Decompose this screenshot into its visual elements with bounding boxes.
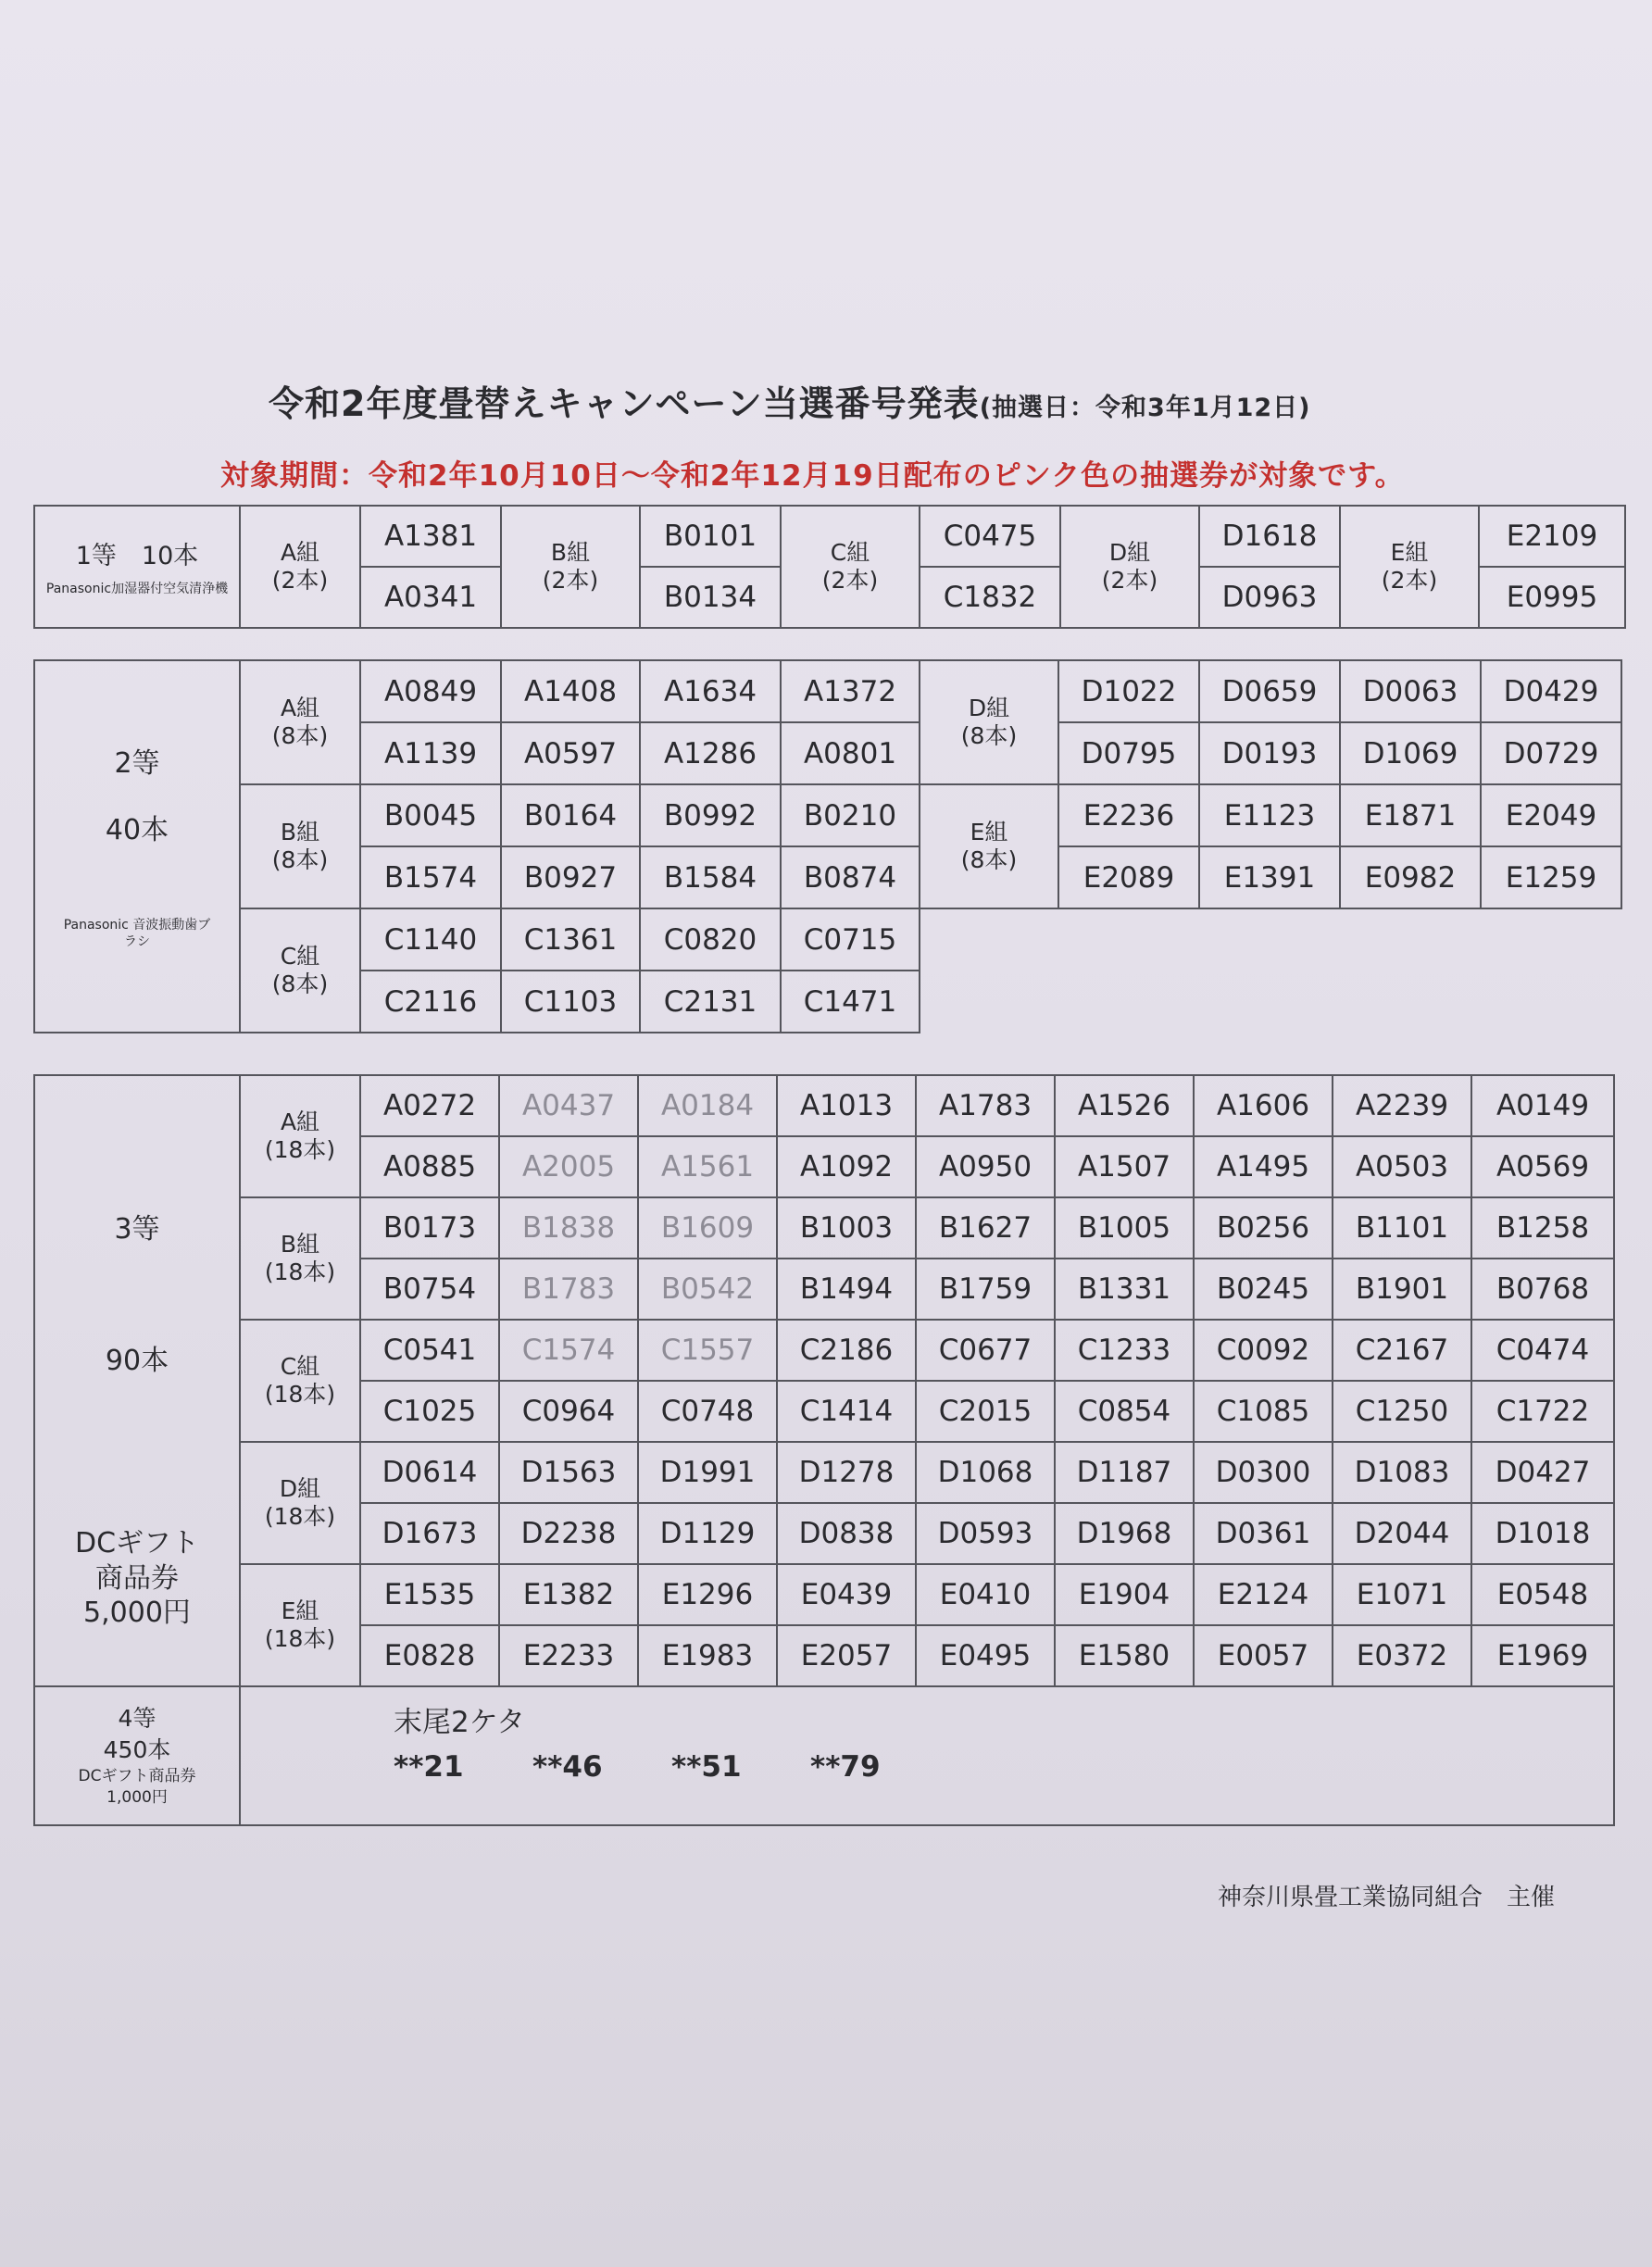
first-code: D1618 xyxy=(1199,506,1340,567)
first-group-c: C組 (2本) xyxy=(781,506,920,628)
first-code: E2109 xyxy=(1479,506,1625,567)
third-code: A0272 xyxy=(360,1075,499,1136)
third-code: D0838 xyxy=(777,1503,916,1564)
third-group-c: C組 (18本) xyxy=(240,1320,360,1442)
second-code: D1069 xyxy=(1340,722,1481,784)
third-code: E1535 xyxy=(360,1564,499,1625)
third-code: D1673 xyxy=(360,1503,499,1564)
first-code: A0341 xyxy=(360,567,501,628)
third-code: B1901 xyxy=(1333,1259,1471,1320)
third-code: C0541 xyxy=(360,1320,499,1381)
third-code: A2239 xyxy=(1333,1075,1471,1136)
third-code: D0593 xyxy=(916,1503,1055,1564)
second-code: A1139 xyxy=(360,722,501,784)
second-code: E2089 xyxy=(1058,846,1199,908)
third-prize-table xyxy=(33,1074,1615,1687)
third-code: E0548 xyxy=(1471,1564,1614,1625)
third-code: E0372 xyxy=(1333,1625,1471,1686)
fourth-prize-count: 450本 xyxy=(103,1736,171,1764)
first-code: B0101 xyxy=(640,506,781,567)
third-code: C0748 xyxy=(638,1381,777,1442)
third-code: A2005 xyxy=(499,1136,638,1197)
third-code: B0245 xyxy=(1194,1259,1333,1320)
third-code: A0437 xyxy=(499,1075,638,1136)
third-code: D1968 xyxy=(1055,1503,1194,1564)
third-code: D1563 xyxy=(499,1442,638,1503)
second-code: E2236 xyxy=(1058,784,1199,846)
third-code: A1526 xyxy=(1055,1075,1194,1136)
third-code: E1983 xyxy=(638,1625,777,1686)
third-code: A0149 xyxy=(1471,1075,1614,1136)
first-prize-item: Panasonic加湿器付空気清浄機 xyxy=(45,582,229,597)
second-code: B0164 xyxy=(501,784,640,846)
third-code: E1382 xyxy=(499,1564,638,1625)
third-code: B1838 xyxy=(499,1197,638,1259)
third-code: E1071 xyxy=(1333,1564,1471,1625)
third-code: A0885 xyxy=(360,1136,499,1197)
third-code: C1085 xyxy=(1194,1381,1333,1442)
first-prize-label: 1等 10本 xyxy=(75,542,199,571)
third-code: D1991 xyxy=(638,1442,777,1503)
title-text: 令和2年度畳替えキャンペーン当選番号発表 xyxy=(269,383,980,424)
second-code: E1391 xyxy=(1199,846,1340,908)
third-code: C0854 xyxy=(1055,1381,1194,1442)
third-code: A0503 xyxy=(1333,1136,1471,1197)
last-two-digits-label: 末尾2ケタ xyxy=(394,1706,526,1739)
second-prize-count: 40本 xyxy=(105,814,169,846)
first-prize-table xyxy=(33,505,1626,629)
third-code: E0057 xyxy=(1194,1625,1333,1686)
second-code: D0063 xyxy=(1340,660,1481,722)
second-code: E1871 xyxy=(1340,784,1481,846)
second-code: D0429 xyxy=(1481,660,1621,722)
third-code: B1627 xyxy=(916,1197,1055,1259)
third-code: C1250 xyxy=(1333,1381,1471,1442)
second-prize-label: 2等 xyxy=(114,747,160,780)
second-code: D0729 xyxy=(1481,722,1621,784)
third-code: E1969 xyxy=(1471,1625,1614,1686)
third-code: D2044 xyxy=(1333,1503,1471,1564)
third-code: B0173 xyxy=(360,1197,499,1259)
third-code: C1722 xyxy=(1471,1381,1614,1442)
third-code: C1414 xyxy=(777,1381,916,1442)
third-code: E1296 xyxy=(638,1564,777,1625)
third-code: B0754 xyxy=(360,1259,499,1320)
second-prize-cell xyxy=(34,660,240,1033)
fourth-prize-amount: 1,000円 xyxy=(106,1787,168,1807)
third-prize-count: 90本 xyxy=(105,1345,169,1377)
third-code: B1003 xyxy=(777,1197,916,1259)
third-code: C2186 xyxy=(777,1320,916,1381)
third-code: E2233 xyxy=(499,1625,638,1686)
third-prize-cell xyxy=(34,1075,240,1686)
third-code: A0184 xyxy=(638,1075,777,1136)
third-code: E0828 xyxy=(360,1625,499,1686)
second-code: D0193 xyxy=(1199,722,1340,784)
third-code: E0495 xyxy=(916,1625,1055,1686)
second-code: C2116 xyxy=(360,971,501,1033)
first-group-e: E組 (2本) xyxy=(1340,506,1479,628)
second-group-b: B組 (8本) xyxy=(240,784,360,908)
third-code: A0569 xyxy=(1471,1136,1614,1197)
second-group-a: A組 (8本) xyxy=(240,660,360,784)
fourth-value: **46 xyxy=(532,1750,603,1784)
third-code: B0542 xyxy=(638,1259,777,1320)
third-code: E0410 xyxy=(916,1564,1055,1625)
third-code: B1609 xyxy=(638,1197,777,1259)
third-code: E0439 xyxy=(777,1564,916,1625)
first-group-a: A組 (2本) xyxy=(240,506,360,628)
third-code: C0964 xyxy=(499,1381,638,1442)
second-code: E1123 xyxy=(1199,784,1340,846)
second-code: B0874 xyxy=(781,846,920,908)
fourth-prize-item: DCギフト商品券 xyxy=(78,1766,196,1785)
second-code: D1022 xyxy=(1058,660,1199,722)
first-code: A1381 xyxy=(360,506,501,567)
third-code: A1495 xyxy=(1194,1136,1333,1197)
last-two-digits-values xyxy=(394,1750,949,1784)
third-code: A1013 xyxy=(777,1075,916,1136)
third-code: C2167 xyxy=(1333,1320,1471,1381)
second-code: C2131 xyxy=(640,971,781,1033)
third-code: D0427 xyxy=(1471,1442,1614,1503)
third-code: C1025 xyxy=(360,1381,499,1442)
second-code: A0597 xyxy=(501,722,640,784)
fourth-value: **79 xyxy=(810,1750,881,1784)
first-group-d: D組 (2本) xyxy=(1060,506,1199,628)
second-code: A0849 xyxy=(360,660,501,722)
third-code: D1083 xyxy=(1333,1442,1471,1503)
fourth-prize-table xyxy=(33,1685,1615,1826)
second-code: D0795 xyxy=(1058,722,1199,784)
first-code: C0475 xyxy=(920,506,1060,567)
third-code: E1904 xyxy=(1055,1564,1194,1625)
third-code: D2238 xyxy=(499,1503,638,1564)
third-code: B1005 xyxy=(1055,1197,1194,1259)
third-code: D1278 xyxy=(777,1442,916,1503)
first-code: B0134 xyxy=(640,567,781,628)
third-prize-item: DCギフト 商品券 5,000円 xyxy=(74,1527,200,1629)
third-code: B1759 xyxy=(916,1259,1055,1320)
second-code: C1361 xyxy=(501,908,640,971)
second-prize-item: Panasonic 音波振動歯ブラシ xyxy=(63,918,211,950)
fourth-value: **21 xyxy=(394,1750,464,1784)
first-prize-cell xyxy=(34,506,240,628)
third-code: A1606 xyxy=(1194,1075,1333,1136)
third-code: A1507 xyxy=(1055,1136,1194,1197)
third-code: C1233 xyxy=(1055,1320,1194,1381)
second-code: B0992 xyxy=(640,784,781,846)
first-code: C1832 xyxy=(920,567,1060,628)
second-group-e: E組 (8本) xyxy=(920,784,1058,908)
third-code: E2124 xyxy=(1194,1564,1333,1625)
second-prize-table xyxy=(33,659,1622,1033)
draw-date: (抽選日：令和3年1月12日) xyxy=(979,394,1311,422)
page-title xyxy=(269,375,1311,426)
second-code: C0820 xyxy=(640,908,781,971)
second-code: A1372 xyxy=(781,660,920,722)
third-code: B1331 xyxy=(1055,1259,1194,1320)
third-code: D1129 xyxy=(638,1503,777,1564)
second-code: B1584 xyxy=(640,846,781,908)
third-code: D0361 xyxy=(1194,1503,1333,1564)
first-code: D0963 xyxy=(1199,567,1340,628)
fourth-value: **51 xyxy=(671,1750,742,1784)
third-code: B1783 xyxy=(499,1259,638,1320)
third-code: C0092 xyxy=(1194,1320,1333,1381)
third-prize-label: 3等 xyxy=(114,1213,160,1246)
first-group-b: B組 (2本) xyxy=(501,506,640,628)
third-code: D1018 xyxy=(1471,1503,1614,1564)
third-code: C1557 xyxy=(638,1320,777,1381)
second-code: E0982 xyxy=(1340,846,1481,908)
third-code: C0677 xyxy=(916,1320,1055,1381)
second-code: E2049 xyxy=(1481,784,1621,846)
third-group-b: B組 (18本) xyxy=(240,1197,360,1320)
third-code: B1101 xyxy=(1333,1197,1471,1259)
third-code: A0950 xyxy=(916,1136,1055,1197)
second-code: E1259 xyxy=(1481,846,1621,908)
second-code: B0045 xyxy=(360,784,501,846)
third-code: E2057 xyxy=(777,1625,916,1686)
third-code: D1187 xyxy=(1055,1442,1194,1503)
second-code: C1140 xyxy=(360,908,501,971)
third-code: C1574 xyxy=(499,1320,638,1381)
third-code: C2015 xyxy=(916,1381,1055,1442)
third-code: B1494 xyxy=(777,1259,916,1320)
third-code: E1580 xyxy=(1055,1625,1194,1686)
third-group-d: D組 (18本) xyxy=(240,1442,360,1564)
second-code: B1574 xyxy=(360,846,501,908)
target-period: 対象期間：令和2年10月10日～令和2年12月19日配布のピンク色の抽選券が対象です。 xyxy=(220,459,1405,493)
second-code: A0801 xyxy=(781,722,920,784)
second-code: D0659 xyxy=(1199,660,1340,722)
second-code: A1408 xyxy=(501,660,640,722)
second-code: A1286 xyxy=(640,722,781,784)
second-code: C1103 xyxy=(501,971,640,1033)
third-code: A1783 xyxy=(916,1075,1055,1136)
third-code: B1258 xyxy=(1471,1197,1614,1259)
third-code: C0474 xyxy=(1471,1320,1614,1381)
blank-area xyxy=(920,908,1621,971)
third-code: D0614 xyxy=(360,1442,499,1503)
third-group-a: A組 (18本) xyxy=(240,1075,360,1197)
third-group-e: E組 (18本) xyxy=(240,1564,360,1686)
third-code: B0768 xyxy=(1471,1259,1614,1320)
second-code: C0715 xyxy=(781,908,920,971)
first-code: E0995 xyxy=(1479,567,1625,628)
second-code: C1471 xyxy=(781,971,920,1033)
fourth-prize-label: 4等 xyxy=(118,1705,156,1733)
second-code: A1634 xyxy=(640,660,781,722)
fourth-prize-cell xyxy=(34,1686,240,1825)
third-code: B0256 xyxy=(1194,1197,1333,1259)
fourth-prize-numbers xyxy=(240,1686,1614,1825)
second-code: B0210 xyxy=(781,784,920,846)
second-code: B0927 xyxy=(501,846,640,908)
third-code: D1068 xyxy=(916,1442,1055,1503)
second-group-c: C組 (8本) xyxy=(240,908,360,1033)
third-code: D0300 xyxy=(1194,1442,1333,1503)
organizer: 神奈川県畳工業協同組合 主催 xyxy=(1218,1884,1556,1911)
blank-area xyxy=(920,971,1621,1033)
third-code: A1092 xyxy=(777,1136,916,1197)
second-group-d: D組 (8本) xyxy=(920,660,1058,784)
third-code: A1561 xyxy=(638,1136,777,1197)
